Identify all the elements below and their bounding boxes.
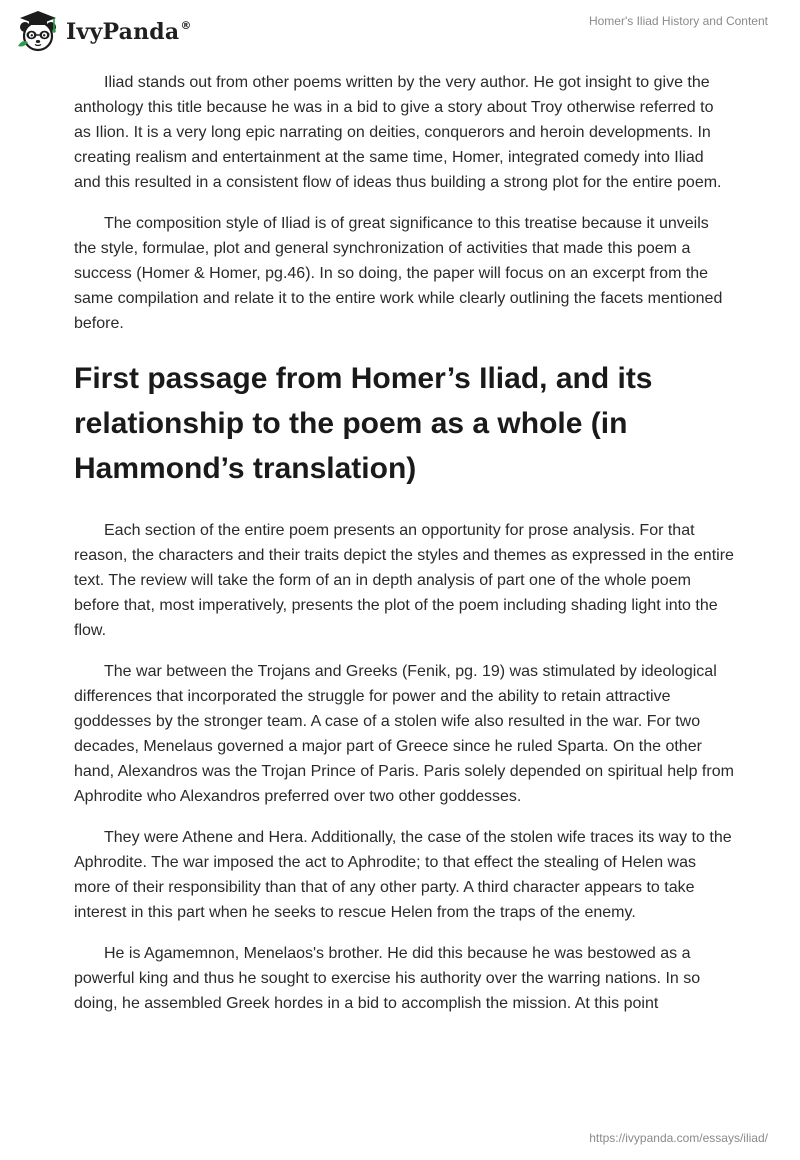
panda-graduate-logo-icon bbox=[14, 8, 62, 56]
source-url[interactable]: https://ivypanda.com/essays/iliad/ bbox=[589, 1131, 768, 1145]
paragraph: He is Agamemnon, Menelaos's brother. He did this because he was bestowed as a powerful king and thus he sought to exercise his authority over the warring nations. In so doing, he assembled Greek hordes in a bid to accomplish the mission. At this point bbox=[74, 945, 701, 1012]
document-title: Homer's Iliad History and Content bbox=[588, 14, 768, 28]
section-heading: First passage from Homer’s Iliad, and its relationship to the poem as a whole (in Hammond’s translation) bbox=[74, 362, 653, 485]
registered-mark: ® bbox=[180, 19, 192, 32]
paragraph: Iliad stands out from other poems written by the very author. He got insight to give the anthology this title because he was in a bid to give a story about Troy otherwise referred to as Ilion. It is a very long epic narrating on deities, conquerors and heroin developments. In creating realism and entertainment at the same time, Homer, integrated comedy into Iliad and this resulted in a consistent flow of ideas thus building a strong plot for the entire poem. bbox=[74, 74, 722, 191]
article-body bbox=[74, 70, 734, 1032]
brand-name bbox=[66, 19, 192, 45]
paragraph: The composition style of Iliad is of great significance to this treatise because it unveils the style, formulae, plot and general synchronization of activities that made this poem a success (Homer & Homer, pg.46). In so doing, the paper will focus on an excerpt from the same compilation and relate it to the entire work while clearly outlining the facets mentioned before. bbox=[74, 215, 723, 332]
paragraph: They were Athene and Hera. Additionally, the case of the stolen wife traces its way to the Aphrodite. The war imposed the act to Aphrodite; to that effect the stealing of Helen was more of their responsibility than that of any other party. A third character appears to take interest in this part when he seeks to rescue Helen from the traps of the enemy. bbox=[74, 829, 732, 921]
paragraph: The war between the Trojans and Greeks (Fenik, pg. 19) was stimulated by ideological differences that incorporated the struggle for power and the ability to retain attractive goddesses by the stronger team. A case of a stolen wife also resulted in the war. For two decades, Menelaus governed a major part of Greece since he ruled Sparta. On the other hand, Alexandros was the Trojan Prince of Paris. Paris solely depended on spiritual help from Aphrodite who Alexandros preferred over two other goddesses. bbox=[74, 663, 734, 805]
brand-name-text: IvyPanda bbox=[66, 19, 180, 45]
brand-logo[interactable] bbox=[14, 8, 192, 56]
paragraph: Each section of the entire poem presents an opportunity for prose analysis. For that reason, the characters and their traits depict the styles and themes as expressed in the entire text. The review will take the form of an in depth analysis of part one of the whole poem before that, most imperatively, presents the plot of the poem including shading light into the flow. bbox=[74, 522, 734, 639]
page-header bbox=[0, 0, 800, 64]
